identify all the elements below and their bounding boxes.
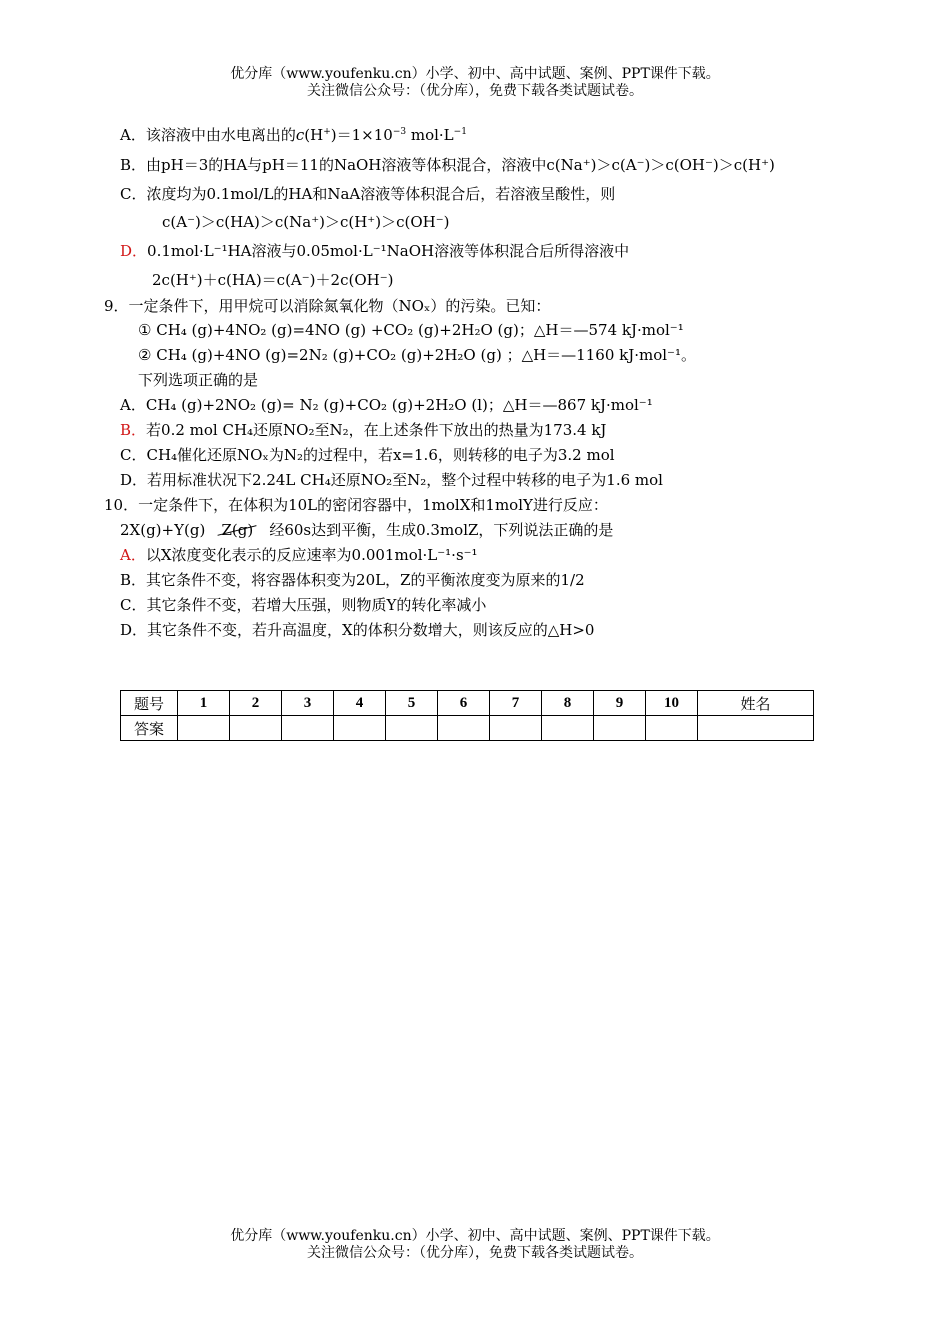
q8-option-d: D．0.1mol·L⁻¹HA溶液与0.05mol·L⁻¹NaOH溶液等体积混合后所得溶液中 — [120, 242, 630, 260]
answer-cell-6[interactable] — [438, 716, 490, 741]
question-number-6: 6 — [438, 691, 490, 716]
answer-cell-1[interactable] — [178, 716, 230, 741]
answer-cell-2[interactable] — [230, 716, 282, 741]
q10-equation-left: 2X(g)+Y(g) — [120, 521, 206, 539]
q8-option-b: B．由pH＝3的HA与pH＝11的NaOH溶液等体积混合，溶液中c(Na⁺)＞c(A⁻)＞c(OH⁻)＞c(H⁺) — [120, 156, 775, 174]
question-number-2: 2 — [230, 691, 282, 716]
question-number-1: 1 — [178, 691, 230, 716]
answer-table-header-row — [121, 691, 814, 716]
q8-option-a: A．该溶液中由水电离出的$c(H^+)=1\times 10^{-3}$ $mol\cdot L^{-1}$ — [120, 126, 467, 144]
answer-cell-7[interactable] — [490, 716, 542, 741]
answer-cell-10[interactable] — [646, 716, 698, 741]
q8-option-b-label: B． — [120, 156, 147, 174]
answer-label: 答案 — [121, 716, 178, 741]
q10-option-b: B．其它条件不变，将容器体积变为20L，Z的平衡浓度变为原来的1/2 — [120, 571, 585, 589]
answer-cell-5[interactable] — [386, 716, 438, 741]
answer-table-answer-row — [121, 716, 814, 741]
q9-prompt: 下列选项正确的是 — [138, 371, 259, 389]
page-header — [0, 66, 950, 100]
answer-cell-3[interactable] — [282, 716, 334, 741]
q10-option-b-label: B． — [120, 571, 147, 589]
q8-option-c-expression: c(A⁻)＞c(HA)＞c(Na⁺)＞c(H⁺)＞c(OH⁻) — [162, 213, 450, 231]
answer-cell-9[interactable] — [594, 716, 646, 741]
q9-option-b: B．若0.2 mol CH₄还原NO₂至N₂，在上述条件下放出的热量为173.4 kJ — [120, 421, 607, 439]
answer-cell-4[interactable] — [334, 716, 386, 741]
question-number-4: 4 — [334, 691, 386, 716]
question-number-8: 8 — [542, 691, 594, 716]
equilibrium-arrow-icon — [209, 520, 265, 540]
q8-option-d-expression: 2c(H⁺)＋c(HA)＝c(A⁻)＋2c(OH⁻) — [152, 271, 394, 289]
footer-line-2: 关注微信公众号：（优分库），免费下载各类试题试卷。 — [307, 1245, 643, 1261]
question-number-10: 10 — [646, 691, 698, 716]
q10-option-c-label: C． — [120, 596, 147, 614]
q9-stem: 9．一定条件下，用甲烷可以消除氮氧化物（NOₓ）的污染。已知： — [104, 297, 551, 315]
footer-line-1: 优分库（www.youfenku.cn）小学、初中、高中试题、案例、PPT课件下载。 — [230, 1228, 720, 1244]
q9-option-d-label: D． — [120, 471, 148, 489]
q9-reaction-1: ① CH₄ (g)+4NO₂ (g)=4NO (g) +CO₂ (g)+2H₂O (g)；△H＝—574 kJ·mol⁻¹ — [138, 321, 684, 339]
question-number-7: 7 — [490, 691, 542, 716]
q10-equation-right: Z(g) — [221, 521, 254, 539]
question-number-5: 5 — [386, 691, 438, 716]
q9-option-d: D．若用标准状况下2.24L CH₄还原NO₂至N₂，整个过程中转移的电子为1.6 mol — [120, 471, 663, 489]
q10-option-a: A．以X浓度变化表示的反应速率为0.001mol·L⁻¹·s⁻¹ — [120, 546, 478, 564]
q9-reaction-2: ② CH₄ (g)+4NO (g)=2N₂ (g)+CO₂ (g)+2H₂O (g) ；△H＝—1160 kJ·mol⁻¹。 — [138, 346, 696, 364]
question-number-3: 3 — [282, 691, 334, 716]
question-number-label: 题号 — [121, 691, 178, 716]
question-number-9: 9 — [594, 691, 646, 716]
header-line-2: 关注微信公众号：（优分库），免费下载各类试题试卷。 — [307, 83, 643, 99]
q9-option-c-label: C． — [120, 446, 147, 464]
q10-equation-rest: 经60s达到平衡，生成0.3molZ，下列说法正确的是 — [269, 521, 614, 539]
answer-table — [120, 690, 814, 741]
q9-option-b-label-answer: B． — [120, 421, 147, 439]
q8-option-c-label: C． — [120, 185, 147, 203]
q10-stem: 10．一定条件下，在体积为10L的密闭容器中，1molX和1molY进行反应： — [104, 496, 608, 514]
q8-option-d-label-answer: D． — [120, 242, 148, 260]
name-cell[interactable] — [698, 716, 814, 741]
q9-option-a-label: A． — [120, 396, 146, 414]
header-line-1: 优分库（www.youfenku.cn）小学、初中、高中试题、案例、PPT课件下载。 — [230, 66, 720, 82]
answer-cell-8[interactable] — [542, 716, 594, 741]
q10-option-a-label-answer: A． — [120, 546, 146, 564]
q10-option-d: D．其它条件不变，若升高温度，X的体积分数增大，则该反应的△H>0 — [120, 621, 595, 639]
page-footer — [0, 1228, 950, 1262]
q10-option-d-label: D． — [120, 621, 148, 639]
q10-option-c: C．其它条件不变，若增大压强，则物质Y的转化率减小 — [120, 596, 487, 614]
q8-option-a-label: A． — [120, 126, 146, 144]
q9-option-a: A．CH₄ (g)+2NO₂ (g)= N₂ (g)+CO₂ (g)+2H₂O (l)；△H＝—867 kJ·mol⁻¹ — [120, 396, 653, 414]
q8-option-c: C．浓度均为0.1mol/L的HA和NaA溶液等体积混合后，若溶液呈酸性，则 — [120, 185, 616, 203]
name-label: 姓名 — [698, 691, 814, 716]
q9-option-c: C．CH₄催化还原NOₓ为N₂的过程中，若x=1.6，则转移的电子为3.2 mol — [120, 446, 615, 464]
q10-equation — [120, 520, 613, 540]
